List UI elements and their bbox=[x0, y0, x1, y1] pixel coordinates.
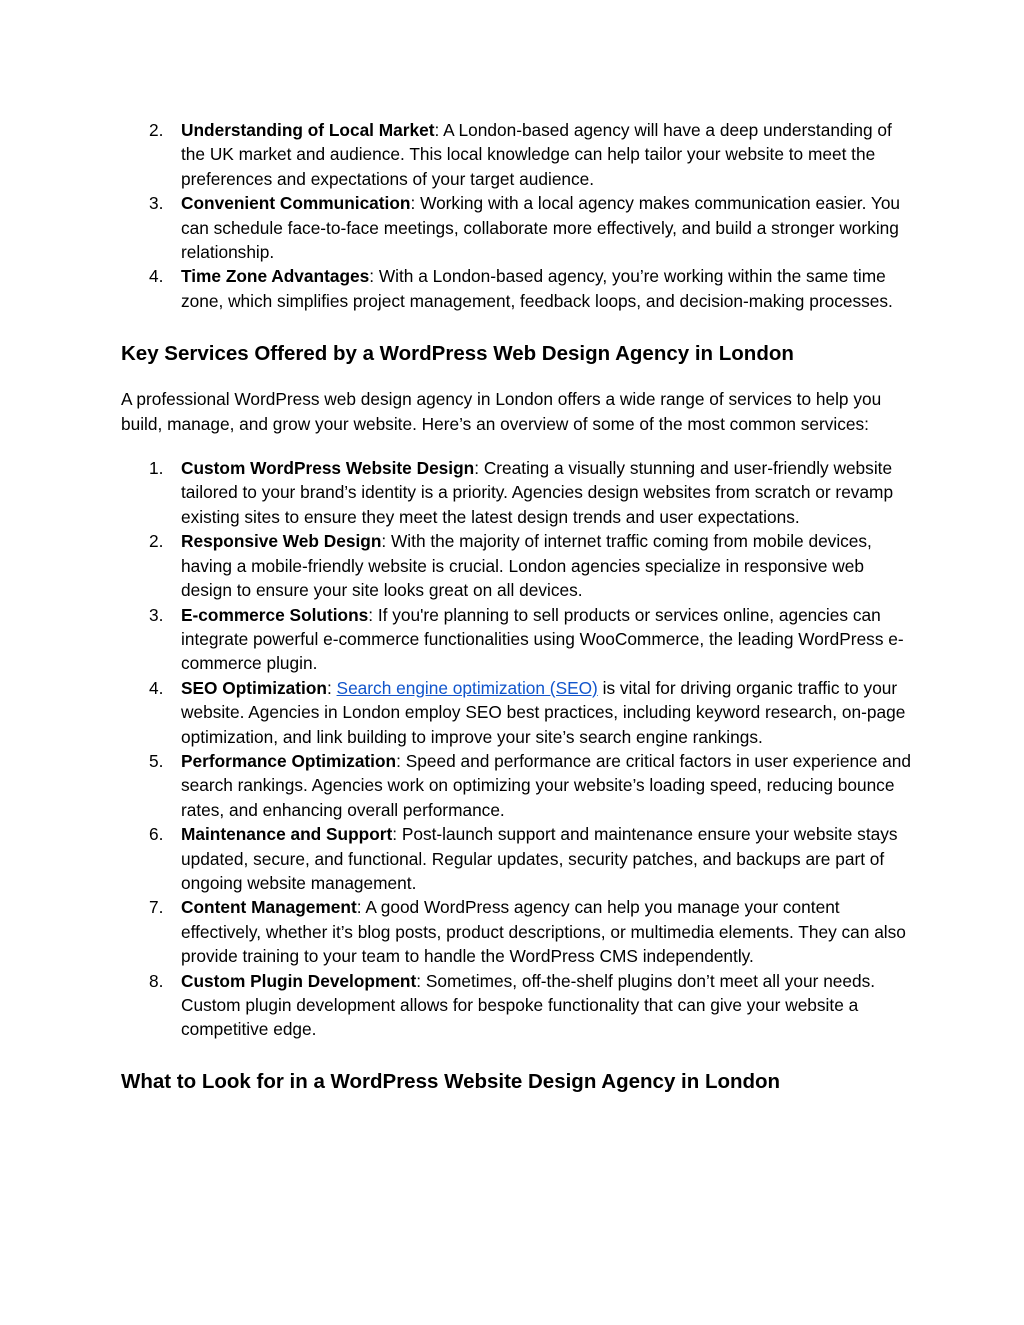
item-title: Maintenance and Support bbox=[181, 824, 393, 845]
item-text: : With a London-based agency, you’re working within the same time zone, which simplifies project management, feedback loops, and decision-making processes. bbox=[181, 266, 893, 311]
intro-paragraph: A professional WordPress web design agency in London offers a wide range of services to help you build, manage, and grow your website. Here’s an overview of some of the most common services: bbox=[121, 389, 882, 434]
item-text: is vital for driving organic traffic to your website. Agencies in London employ SEO best practices, including keyword research, on-page optimization, and link building to improve your site’s search engine rankings. bbox=[181, 677, 906, 747]
item-title: Custom Plugin Development bbox=[181, 970, 417, 991]
section-heading-what-to-look-for: What to Look for in a WordPress Website Design Agency in London bbox=[121, 1069, 781, 1093]
item-text: : Sometimes, off-the-shelf plugins don’t meet all your needs. Custom plugin development allows for bespoke functionality that can give your website a competitive edge. bbox=[181, 970, 876, 1040]
list-number: 8. bbox=[149, 970, 164, 991]
advantages-list bbox=[121, 118, 911, 313]
list-item bbox=[121, 456, 911, 529]
item-text: : A London-based agency will have a deep understanding of the UK market and audience. This local knowledge can help tailor your website to meet the preferences and expectations of your target audience. bbox=[181, 120, 892, 189]
item-text: : If you're planning to sell products or services online, agencies can integrate powerful e-commerce functionalities using WooCommerce, the leading WordPress e-commerce plugin. bbox=[181, 604, 904, 674]
list-item bbox=[121, 603, 911, 676]
list-item bbox=[121, 191, 911, 264]
item-title: Convenient Communication bbox=[181, 193, 411, 214]
list-item bbox=[121, 822, 911, 895]
document-content bbox=[121, 118, 911, 1095]
list-number: 4. bbox=[149, 266, 164, 287]
list-number: 2. bbox=[149, 120, 164, 140]
list-number: 6. bbox=[149, 824, 164, 845]
list-item bbox=[121, 118, 911, 191]
list-item bbox=[121, 749, 911, 822]
list-number: 4. bbox=[149, 677, 164, 698]
item-text: : Post-launch support and maintenance ensure your website stays updated, secure, and functional. Regular updates, security patches, and backups are part of ongoing website management. bbox=[181, 824, 898, 893]
list-item bbox=[121, 529, 911, 602]
item-text: : With the majority of internet traffic coming from mobile devices, having a mobile-friendly website is crucial. London agencies specialize in responsive web design to ensure your site looks great on all devices. bbox=[181, 531, 872, 601]
item-title: Understanding of Local Market bbox=[181, 120, 435, 140]
list-number: 3. bbox=[149, 604, 164, 625]
item-text: : Working with a local agency makes communication easier. You can schedule face-to-face meetings, collaborate more effectively, and build a stronger working relationship. bbox=[181, 193, 901, 263]
list-item bbox=[121, 676, 911, 749]
list-number: 1. bbox=[149, 458, 164, 479]
item-title: Performance Optimization bbox=[181, 750, 397, 771]
list-number: 3. bbox=[149, 193, 164, 214]
item-title: Custom WordPress Website Design bbox=[181, 458, 475, 479]
item-title: Time Zone Advantages bbox=[181, 266, 370, 287]
item-title: SEO Optimization bbox=[181, 677, 327, 698]
list-item bbox=[121, 264, 911, 313]
item-text-prefix: : bbox=[326, 677, 337, 698]
item-text: : A good WordPress agency can help you manage your content effectively, whether it’s blog posts, product descriptions, or multimedia elements. They can also provide training to your team to handle the WordPress CMS independently. bbox=[181, 897, 906, 967]
item-text: : Creating a visually stunning and user-friendly website tailored to your brand’s identity is a priority. Agencies design websites from scratch or revamp existing sites to ensure they meet the latest design trends and user expectations. bbox=[181, 458, 894, 527]
seo-link[interactable]: Search engine optimization (SEO) bbox=[336, 677, 598, 698]
list-item bbox=[121, 895, 911, 968]
list-number: 5. bbox=[149, 750, 164, 771]
list-item bbox=[121, 969, 911, 1042]
section-heading-key-services: Key Services Offered by a WordPress Web Design Agency in London bbox=[121, 342, 794, 366]
services-list bbox=[121, 456, 911, 1042]
list-number: 7. bbox=[149, 897, 164, 918]
list-number: 2. bbox=[149, 531, 164, 552]
item-title: Responsive Web Design bbox=[181, 531, 382, 552]
item-title: Content Management bbox=[181, 897, 357, 918]
item-title: E-commerce Solutions bbox=[181, 604, 369, 625]
item-text: : Speed and performance are critical factors in user experience and search rankings. Agencies work on optimizing your website’s loading speed, reducing bounce rates, and enhancing overall performance. bbox=[181, 750, 911, 820]
